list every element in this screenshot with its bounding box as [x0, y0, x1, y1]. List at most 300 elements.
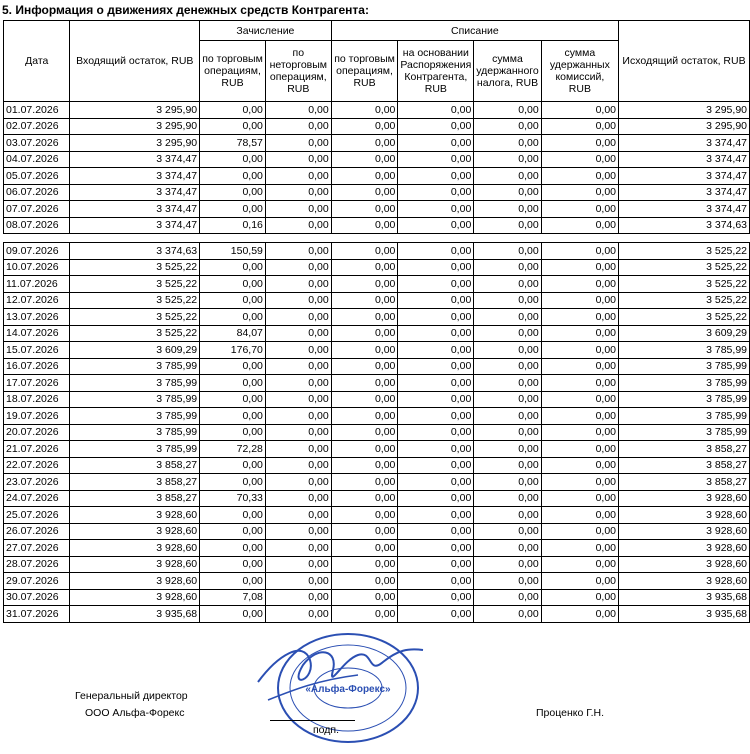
cell-credit-nontrade: 0,00: [265, 309, 331, 326]
cell-credit-trade: 0,00: [200, 201, 266, 218]
cell-debit-trade: 0,00: [331, 151, 398, 168]
cell-closing-balance: 3 374,47: [619, 151, 750, 168]
cell-opening-balance: 3 928,60: [70, 507, 200, 524]
cell-credit-nontrade: 0,00: [265, 391, 331, 408]
cell-debit-trade: 0,00: [331, 358, 398, 375]
cell-credit-nontrade: 0,00: [265, 589, 331, 606]
cell-debit-tax: 0,00: [474, 507, 541, 524]
table-row: [4, 184, 750, 201]
header-opening-balance: Входящий остаток, RUB: [70, 21, 200, 102]
cell-date: 05.07.2026: [4, 168, 70, 185]
table-row: [4, 292, 750, 309]
cell-debit-fees: 0,00: [541, 540, 618, 557]
table-row: [4, 118, 750, 135]
table-row: [4, 573, 750, 590]
cell-debit-trade: 0,00: [331, 408, 398, 425]
cell-debit-fees: 0,00: [541, 358, 618, 375]
cell-credit-trade: 0,00: [200, 151, 266, 168]
cell-closing-balance: 3 928,60: [619, 507, 750, 524]
cell-debit-trade: 0,00: [331, 135, 398, 152]
header-credit-group: Зачисление: [200, 21, 332, 41]
cell-date: 21.07.2026: [4, 441, 70, 458]
cell-debit-trade: 0,00: [331, 556, 398, 573]
cell-closing-balance: 3 928,60: [619, 490, 750, 507]
cell-closing-balance: 3 785,99: [619, 342, 750, 359]
cell-debit-tax: 0,00: [474, 118, 541, 135]
header-debit-fees: сумма удержанных комиссий, RUB: [541, 41, 618, 102]
cell-opening-balance: 3 295,90: [70, 135, 200, 152]
table-row: [4, 589, 750, 606]
table-row: [4, 408, 750, 425]
cell-debit-tax: 0,00: [474, 168, 541, 185]
cell-credit-nontrade: 0,00: [265, 474, 331, 491]
cell-debit-fees: 0,00: [541, 217, 618, 234]
cell-credit-nontrade: 0,00: [265, 201, 331, 218]
cell-debit-tax: 0,00: [474, 490, 541, 507]
cell-debit-tax: 0,00: [474, 135, 541, 152]
cell-date: 26.07.2026: [4, 523, 70, 540]
cell-opening-balance: 3 374,47: [70, 201, 200, 218]
cell-date: 09.07.2026: [4, 243, 70, 260]
header-debit-group: Списание: [331, 21, 618, 41]
cell-closing-balance: 3 785,99: [619, 424, 750, 441]
cell-debit-order: 0,00: [398, 201, 474, 218]
cell-debit-fees: 0,00: [541, 474, 618, 491]
cell-credit-nontrade: 0,00: [265, 184, 331, 201]
cell-date: 03.07.2026: [4, 135, 70, 152]
cell-date: 15.07.2026: [4, 342, 70, 359]
cell-credit-trade: 0,00: [200, 118, 266, 135]
cell-debit-order: 0,00: [398, 102, 474, 119]
cell-credit-trade: 0,00: [200, 507, 266, 524]
cell-credit-trade: 0,00: [200, 309, 266, 326]
cell-credit-nontrade: 0,00: [265, 118, 331, 135]
cell-debit-tax: 0,00: [474, 573, 541, 590]
cell-credit-nontrade: 0,00: [265, 556, 331, 573]
cell-date: 20.07.2026: [4, 424, 70, 441]
cell-opening-balance: 3 374,47: [70, 217, 200, 234]
cell-credit-trade: 0,00: [200, 358, 266, 375]
cell-debit-trade: 0,00: [331, 573, 398, 590]
cell-debit-tax: 0,00: [474, 391, 541, 408]
table-row: [4, 507, 750, 524]
cell-date: 29.07.2026: [4, 573, 70, 590]
cell-debit-fees: 0,00: [541, 135, 618, 152]
cell-debit-order: 0,00: [398, 342, 474, 359]
cell-debit-order: 0,00: [398, 457, 474, 474]
cell-credit-nontrade: 0,00: [265, 102, 331, 119]
cell-debit-tax: 0,00: [474, 540, 541, 557]
cell-debit-fees: 0,00: [541, 184, 618, 201]
table-body: [4, 102, 750, 623]
cell-opening-balance: 3 295,90: [70, 118, 200, 135]
cell-debit-order: 0,00: [398, 358, 474, 375]
cell-closing-balance: 3 928,60: [619, 540, 750, 557]
signature-line: [270, 720, 355, 721]
cell-debit-trade: 0,00: [331, 391, 398, 408]
page-break-cell: [4, 234, 750, 243]
cell-debit-fees: 0,00: [541, 507, 618, 524]
cell-debit-trade: 0,00: [331, 523, 398, 540]
cell-credit-nontrade: 0,00: [265, 540, 331, 557]
cell-date: 19.07.2026: [4, 408, 70, 425]
cell-credit-trade: 0,00: [200, 102, 266, 119]
cell-debit-tax: 0,00: [474, 441, 541, 458]
cell-opening-balance: 3 525,22: [70, 259, 200, 276]
cell-opening-balance: 3 525,22: [70, 325, 200, 342]
cell-debit-tax: 0,00: [474, 457, 541, 474]
cell-opening-balance: 3 609,29: [70, 342, 200, 359]
cell-credit-nontrade: 0,00: [265, 276, 331, 293]
cell-debit-fees: 0,00: [541, 589, 618, 606]
cell-opening-balance: 3 374,47: [70, 151, 200, 168]
cell-opening-balance: 3 928,60: [70, 589, 200, 606]
cell-closing-balance: 3 374,47: [619, 201, 750, 218]
cell-debit-fees: 0,00: [541, 201, 618, 218]
cell-credit-nontrade: 0,00: [265, 135, 331, 152]
cell-opening-balance: 3 928,60: [70, 540, 200, 557]
cell-opening-balance: 3 858,27: [70, 457, 200, 474]
cell-debit-fees: 0,00: [541, 424, 618, 441]
table-row: [4, 309, 750, 326]
cell-debit-order: 0,00: [398, 259, 474, 276]
signer-role: Генеральный директор: [75, 690, 188, 702]
cell-closing-balance: 3 525,22: [619, 276, 750, 293]
cell-debit-tax: 0,00: [474, 201, 541, 218]
table-row: [4, 151, 750, 168]
cell-debit-order: 0,00: [398, 151, 474, 168]
cell-debit-fees: 0,00: [541, 118, 618, 135]
cell-debit-trade: 0,00: [331, 474, 398, 491]
cell-opening-balance: 3 785,99: [70, 375, 200, 392]
cell-debit-trade: 0,00: [331, 325, 398, 342]
cell-credit-nontrade: 0,00: [265, 408, 331, 425]
cell-debit-trade: 0,00: [331, 507, 398, 524]
cell-debit-fees: 0,00: [541, 490, 618, 507]
cell-debit-order: 0,00: [398, 375, 474, 392]
table-row: [4, 375, 750, 392]
cell-opening-balance: 3 785,99: [70, 408, 200, 425]
cell-credit-trade: 0,00: [200, 292, 266, 309]
cell-credit-trade: 0,00: [200, 474, 266, 491]
cell-credit-trade: 0,00: [200, 523, 266, 540]
cell-debit-fees: 0,00: [541, 292, 618, 309]
stamp-center-text: «Альфа-Форекс»: [305, 684, 391, 695]
cell-debit-trade: 0,00: [331, 457, 398, 474]
cell-debit-order: 0,00: [398, 408, 474, 425]
cell-credit-nontrade: 0,00: [265, 424, 331, 441]
cell-credit-nontrade: 0,00: [265, 151, 331, 168]
cell-debit-trade: 0,00: [331, 309, 398, 326]
page-break-gap: [4, 234, 750, 243]
cell-credit-nontrade: 0,00: [265, 358, 331, 375]
cell-date: 12.07.2026: [4, 292, 70, 309]
cell-date: 14.07.2026: [4, 325, 70, 342]
cell-opening-balance: 3 785,99: [70, 391, 200, 408]
cell-date: 28.07.2026: [4, 556, 70, 573]
cell-closing-balance: 3 609,29: [619, 325, 750, 342]
cell-debit-trade: 0,00: [331, 259, 398, 276]
cell-debit-trade: 0,00: [331, 375, 398, 392]
cell-debit-trade: 0,00: [331, 276, 398, 293]
header-debit-trade: по торговым операциям, RUB: [331, 41, 398, 102]
cell-date: 13.07.2026: [4, 309, 70, 326]
table-row: [4, 217, 750, 234]
signature-caption: подп.: [313, 724, 340, 736]
cell-debit-tax: 0,00: [474, 556, 541, 573]
cell-debit-tax: 0,00: [474, 358, 541, 375]
cell-debit-order: 0,00: [398, 184, 474, 201]
cell-closing-balance: 3 525,22: [619, 259, 750, 276]
cell-opening-balance: 3 525,22: [70, 292, 200, 309]
cell-debit-order: 0,00: [398, 424, 474, 441]
cell-credit-trade: 84,07: [200, 325, 266, 342]
cell-debit-fees: 0,00: [541, 556, 618, 573]
cash-movements-table: [3, 20, 750, 623]
header-credit-nontrade: по неторговым операциям, RUB: [265, 41, 331, 102]
cell-debit-order: 0,00: [398, 391, 474, 408]
cell-date: 18.07.2026: [4, 391, 70, 408]
cell-debit-order: 0,00: [398, 309, 474, 326]
cell-debit-trade: 0,00: [331, 606, 398, 623]
table-row: [4, 325, 750, 342]
cell-credit-trade: 7,08: [200, 589, 266, 606]
cell-credit-trade: 78,57: [200, 135, 266, 152]
cell-debit-trade: 0,00: [331, 184, 398, 201]
cell-credit-trade: 0,00: [200, 573, 266, 590]
table-row: [4, 102, 750, 119]
cell-debit-trade: 0,00: [331, 118, 398, 135]
cell-credit-nontrade: 0,00: [265, 490, 331, 507]
cell-debit-order: 0,00: [398, 589, 474, 606]
cell-date: 10.07.2026: [4, 259, 70, 276]
cell-closing-balance: 3 374,47: [619, 168, 750, 185]
table-header: [4, 21, 750, 102]
cell-debit-fees: 0,00: [541, 408, 618, 425]
cell-closing-balance: 3 928,60: [619, 573, 750, 590]
table-row: [4, 201, 750, 218]
cell-credit-nontrade: 0,00: [265, 243, 331, 260]
table-row: [4, 441, 750, 458]
cell-debit-fees: 0,00: [541, 342, 618, 359]
cell-debit-tax: 0,00: [474, 342, 541, 359]
cell-credit-trade: 0,00: [200, 259, 266, 276]
cell-debit-order: 0,00: [398, 243, 474, 260]
cell-closing-balance: 3 858,27: [619, 457, 750, 474]
cell-debit-trade: 0,00: [331, 168, 398, 185]
table-row: [4, 474, 750, 491]
cell-debit-order: 0,00: [398, 606, 474, 623]
cell-opening-balance: 3 858,27: [70, 474, 200, 491]
cell-opening-balance: 3 785,99: [70, 424, 200, 441]
cell-date: 01.07.2026: [4, 102, 70, 119]
cell-opening-balance: 3 295,90: [70, 102, 200, 119]
cell-opening-balance: 3 858,27: [70, 490, 200, 507]
cell-debit-order: 0,00: [398, 474, 474, 491]
cell-date: 22.07.2026: [4, 457, 70, 474]
cell-opening-balance: 3 374,47: [70, 168, 200, 185]
cell-credit-trade: 0,16: [200, 217, 266, 234]
cell-debit-fees: 0,00: [541, 441, 618, 458]
cell-date: 07.07.2026: [4, 201, 70, 218]
cell-credit-nontrade: 0,00: [265, 523, 331, 540]
cell-credit-nontrade: 0,00: [265, 259, 331, 276]
header-debit-order: на основании Распоряжения Контрагента, RUB: [398, 41, 474, 102]
cell-closing-balance: 3 858,27: [619, 474, 750, 491]
cell-credit-trade: 0,00: [200, 556, 266, 573]
signer-organization: ООО Альфа-Форекс: [85, 707, 185, 719]
cell-debit-tax: 0,00: [474, 276, 541, 293]
cell-debit-fees: 0,00: [541, 151, 618, 168]
cell-credit-trade: 0,00: [200, 606, 266, 623]
cell-opening-balance: 3 928,60: [70, 556, 200, 573]
table-row: [4, 259, 750, 276]
table-row: [4, 457, 750, 474]
cell-debit-fees: 0,00: [541, 573, 618, 590]
cell-debit-trade: 0,00: [331, 342, 398, 359]
cell-date: 02.07.2026: [4, 118, 70, 135]
cell-closing-balance: 3 858,27: [619, 441, 750, 458]
cell-debit-order: 0,00: [398, 118, 474, 135]
cell-credit-nontrade: 0,00: [265, 375, 331, 392]
cell-credit-nontrade: 0,00: [265, 507, 331, 524]
cell-closing-balance: 3 525,22: [619, 309, 750, 326]
cell-debit-trade: 0,00: [331, 201, 398, 218]
cell-debit-order: 0,00: [398, 276, 474, 293]
cell-debit-tax: 0,00: [474, 375, 541, 392]
cell-closing-balance: 3 525,22: [619, 292, 750, 309]
cell-debit-fees: 0,00: [541, 276, 618, 293]
cell-credit-trade: 0,00: [200, 408, 266, 425]
cell-opening-balance: 3 935,68: [70, 606, 200, 623]
cell-debit-fees: 0,00: [541, 606, 618, 623]
table-row: [4, 358, 750, 375]
table-row: [4, 276, 750, 293]
cell-debit-tax: 0,00: [474, 151, 541, 168]
cell-credit-trade: 70,33: [200, 490, 266, 507]
cell-debit-fees: 0,00: [541, 457, 618, 474]
table-row: [4, 424, 750, 441]
cell-debit-order: 0,00: [398, 217, 474, 234]
header-debit-tax: сумма удержанного налога, RUB: [474, 41, 541, 102]
table-row: [4, 490, 750, 507]
cell-closing-balance: 3 295,90: [619, 102, 750, 119]
cell-debit-order: 0,00: [398, 490, 474, 507]
cell-opening-balance: 3 374,47: [70, 184, 200, 201]
table-row: [4, 342, 750, 359]
cell-date: 31.07.2026: [4, 606, 70, 623]
cell-credit-trade: 0,00: [200, 424, 266, 441]
cell-credit-nontrade: 0,00: [265, 441, 331, 458]
cell-debit-trade: 0,00: [331, 589, 398, 606]
cell-debit-fees: 0,00: [541, 259, 618, 276]
cell-debit-fees: 0,00: [541, 309, 618, 326]
header-credit-trade: по торговым операциям, RUB: [200, 41, 266, 102]
cell-debit-tax: 0,00: [474, 523, 541, 540]
cell-credit-trade: 176,70: [200, 342, 266, 359]
cell-debit-order: 0,00: [398, 325, 474, 342]
cell-debit-trade: 0,00: [331, 424, 398, 441]
cell-debit-tax: 0,00: [474, 589, 541, 606]
table-row: [4, 168, 750, 185]
cell-date: 30.07.2026: [4, 589, 70, 606]
cell-debit-tax: 0,00: [474, 606, 541, 623]
cell-closing-balance: 3 374,63: [619, 217, 750, 234]
cell-debit-tax: 0,00: [474, 292, 541, 309]
cell-date: 17.07.2026: [4, 375, 70, 392]
cell-closing-balance: 3 374,47: [619, 184, 750, 201]
company-stamp-signature: [248, 620, 438, 750]
header-closing-balance: Исходящий остаток, RUB: [619, 21, 750, 102]
cell-debit-tax: 0,00: [474, 102, 541, 119]
cell-debit-tax: 0,00: [474, 424, 541, 441]
cell-debit-tax: 0,00: [474, 259, 541, 276]
cell-debit-fees: 0,00: [541, 102, 618, 119]
cell-credit-trade: 0,00: [200, 184, 266, 201]
table-row: [4, 556, 750, 573]
section-title: 5. Информация о движениях денежных средств Контрагента:: [2, 3, 369, 17]
cell-date: 24.07.2026: [4, 490, 70, 507]
cell-opening-balance: 3 374,63: [70, 243, 200, 260]
cell-credit-trade: 72,28: [200, 441, 266, 458]
cell-closing-balance: 3 374,47: [619, 135, 750, 152]
cell-debit-order: 0,00: [398, 573, 474, 590]
cell-debit-tax: 0,00: [474, 184, 541, 201]
cell-debit-fees: 0,00: [541, 168, 618, 185]
table-row: [4, 391, 750, 408]
table-row: [4, 523, 750, 540]
cell-closing-balance: 3 785,99: [619, 408, 750, 425]
cell-debit-tax: 0,00: [474, 217, 541, 234]
cell-debit-order: 0,00: [398, 292, 474, 309]
cell-opening-balance: 3 785,99: [70, 358, 200, 375]
cell-debit-order: 0,00: [398, 556, 474, 573]
cell-date: 25.07.2026: [4, 507, 70, 524]
cell-opening-balance: 3 785,99: [70, 441, 200, 458]
cell-debit-fees: 0,00: [541, 243, 618, 260]
cell-opening-balance: 3 928,60: [70, 523, 200, 540]
cell-debit-order: 0,00: [398, 540, 474, 557]
cell-date: 06.07.2026: [4, 184, 70, 201]
cell-debit-trade: 0,00: [331, 243, 398, 260]
cell-date: 16.07.2026: [4, 358, 70, 375]
signer-name: Проценко Г.Н.: [536, 707, 605, 719]
cell-credit-nontrade: 0,00: [265, 342, 331, 359]
cell-opening-balance: 3 525,22: [70, 309, 200, 326]
table-row: [4, 135, 750, 152]
cell-opening-balance: 3 525,22: [70, 276, 200, 293]
cell-date: 04.07.2026: [4, 151, 70, 168]
cell-closing-balance: 3 525,22: [619, 243, 750, 260]
cell-debit-fees: 0,00: [541, 523, 618, 540]
cell-closing-balance: 3 785,99: [619, 391, 750, 408]
cell-credit-nontrade: 0,00: [265, 292, 331, 309]
cell-debit-order: 0,00: [398, 523, 474, 540]
cell-credit-nontrade: 0,00: [265, 606, 331, 623]
cell-debit-trade: 0,00: [331, 102, 398, 119]
cell-credit-trade: 0,00: [200, 457, 266, 474]
cell-date: 27.07.2026: [4, 540, 70, 557]
cell-closing-balance: 3 935,68: [619, 589, 750, 606]
cell-credit-trade: 0,00: [200, 540, 266, 557]
cell-closing-balance: 3 935,68: [619, 606, 750, 623]
cell-credit-trade: 150,59: [200, 243, 266, 260]
cell-debit-tax: 0,00: [474, 474, 541, 491]
cell-date: 08.07.2026: [4, 217, 70, 234]
cell-closing-balance: 3 785,99: [619, 375, 750, 392]
cell-credit-trade: 0,00: [200, 276, 266, 293]
cell-opening-balance: 3 928,60: [70, 573, 200, 590]
